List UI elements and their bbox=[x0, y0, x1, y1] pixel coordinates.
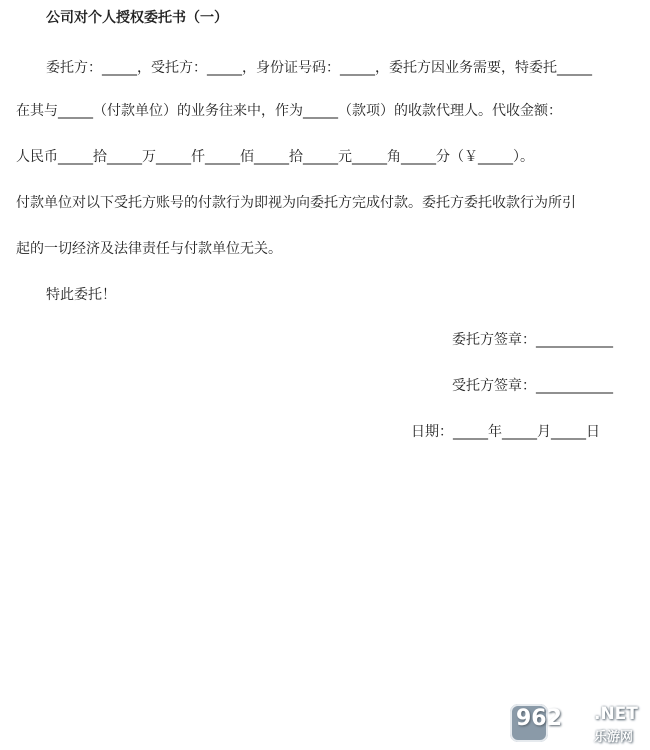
watermark-domain: .NET bbox=[594, 704, 638, 724]
paragraph-liability-2: 起的一切经济及法律责任与付款单位无关。 bbox=[16, 241, 282, 257]
document-title: 公司对个人授权委托书（一） bbox=[46, 10, 228, 26]
paragraph-amount: 人民币_____拾_____万_____仟_____佰_____拾_____元_____角_____分（￥_____）。 bbox=[16, 149, 534, 165]
principal-signature-line: 委托方签章：___________ bbox=[452, 332, 613, 348]
paragraph-parties: 委托方：_____，受托方：_____，身份证号码：_____，委托方因业务需要，特委托_____ bbox=[46, 60, 592, 76]
closing-text: 特此委托！ bbox=[46, 287, 116, 303]
watermark-badge-text: 962 bbox=[516, 706, 562, 731]
site-watermark bbox=[510, 700, 646, 746]
date-line: 日期：_____年_____月_____日 bbox=[411, 424, 600, 440]
agent-signature-line: 受托方签章：___________ bbox=[452, 378, 613, 394]
watermark-site-name: 乐游网 bbox=[594, 730, 634, 745]
paragraph-scope: 在其与_____（付款单位）的业务往来中，作为_____（款项）的收款代理人。代收金额： bbox=[16, 103, 562, 119]
paragraph-liability-1: 付款单位对以下受托方账号的付款行为即视为向委托方完成付款。委托方委托收款行为所引 bbox=[16, 195, 576, 211]
